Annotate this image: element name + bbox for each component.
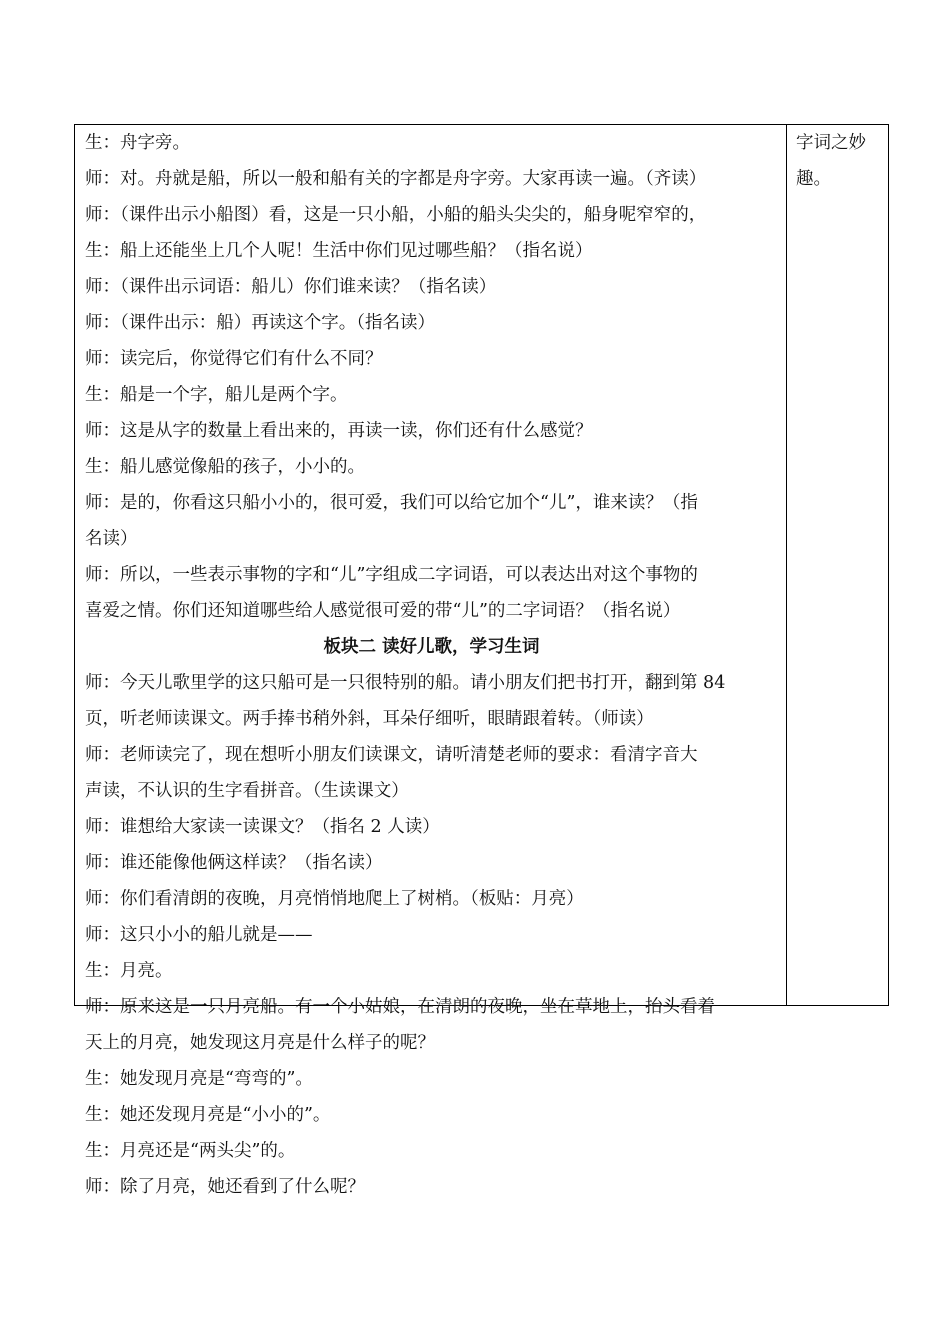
text-line: 师：是的，你看这只船小小的，很可爱，我们可以给它加个“儿”，谁来读？（指 [85,493,698,513]
text-line: 名读） [85,529,138,549]
text-line: 生：船是一个字，船儿是两个字。 [85,385,348,405]
text-line: 天上的月亮，她发现这月亮是什么样子的呢？ [85,1033,435,1053]
section-heading: 板块二 读好儿歌，学习生词 [323,637,540,657]
text-line: 师：谁想给大家读一读课文？（指名 2 人读） [85,817,440,837]
text-line: 师：（课件出示：船）再读这个字。（指名读） [85,313,435,333]
text-line: 师：（课件出示词语：船儿）你们谁来读？（指名读） [85,277,497,297]
text-line: 师：今天儿歌里学的这只船可是一只很特别的船。请小朋友们把书打开，翻到第 84 [85,673,726,693]
text-line: 生：她发现月亮是“弯弯的”。 [85,1069,313,1089]
text-line: 师：除了月亮，她还看到了什么呢？ [85,1177,365,1197]
text-line: 页，听老师读课文。两手捧书稍外斜，耳朵仔细听，眼睛跟着转。（师读） [85,709,654,729]
note-column [796,128,880,200]
text-line: 生：她还发现月亮是“小小的”。 [85,1105,331,1125]
text-line: 师：原来这是一只月亮船。有一个小姑娘，在清朗的夜晚，坐在草地上，抬头看着 [85,997,715,1017]
text-line: 师：谁还能像他俩这样读？（指名读） [85,853,383,873]
text-line: 师：读完后，你觉得它们有什么不同？ [85,349,383,369]
lesson-text-column [85,128,778,1208]
column-divider [786,125,787,1005]
text-line: 师：老师读完了，现在想听小朋友们读课文，请听清楚老师的要求：看清字音大 [85,745,698,765]
lesson-table [74,124,889,1197]
text-line: 喜爱之情。你们还知道哪些给人感觉很可爱的带“儿”的二字词语？（指名说） [85,601,681,621]
note-line: 趣。 [796,169,831,189]
text-line: 生：船儿感觉像船的孩子，小小的。 [85,457,365,477]
text-line: 师：这是从字的数量上看出来的，再读一读，你们还有什么感觉？ [85,421,593,441]
text-line: 声读，不认识的生字看拼音。（生读课文） [85,781,409,801]
text-line: 生：月亮还是“两头尖”的。 [85,1141,296,1161]
text-line: 生：舟字旁。 [85,133,190,153]
text-line: 师：所以，一些表示事物的字和“儿”字组成二字词语，可以表达出对这个事物的 [85,565,698,585]
text-line: 师：对。舟就是船，所以一般和船有关的字都是舟字旁。大家再读一遍。（齐读） [85,169,707,189]
text-line: 师：你们看清朗的夜晚，月亮悄悄地爬上了树梢。（板贴：月亮） [85,889,584,909]
text-line: 生：船上还能坐上几个人呢！生活中你们见过哪些船？（指名说） [85,241,593,261]
text-line: 生：月亮。 [85,961,173,981]
text-line: 师：（课件出示小船图）看，这是一只小船，小船的船头尖尖的，船身呢窄窄的， [85,205,707,225]
note-line: 字词之妙 [796,133,866,153]
text-line: 师：这只小小的船儿就是—— [85,925,313,945]
